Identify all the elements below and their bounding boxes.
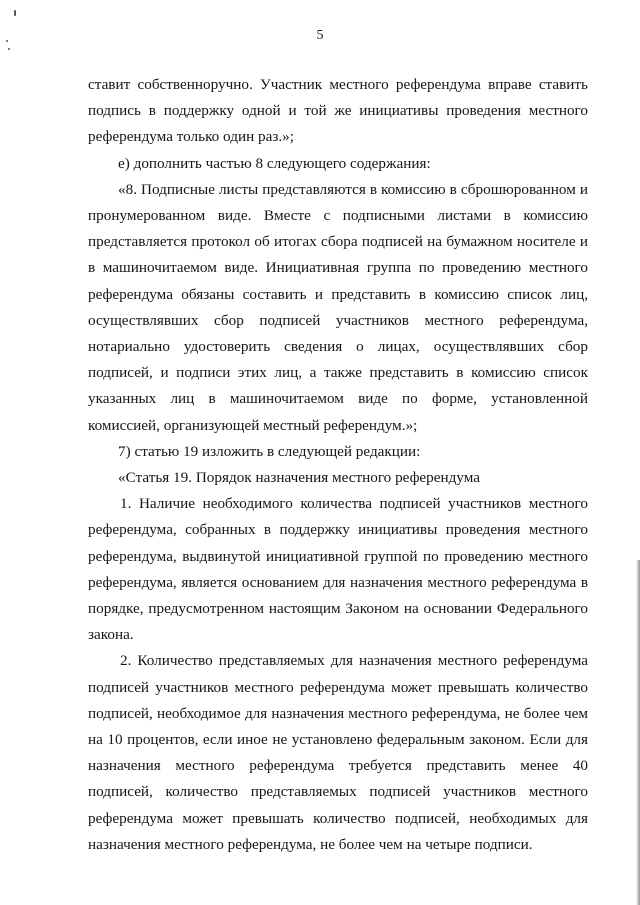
scan-mark-top-left <box>14 10 16 16</box>
scan-edge-shadow <box>636 560 640 905</box>
document-body <box>88 72 588 858</box>
paragraph-part-8: «8. Подписные листы представляются в комиссию в сброшюрованном и пронумерованном виде. Вместе с подписными листами в комиссию представляется протокол об итогах сбора подписей на бумажном носителе и в машиночитаемом виде. Инициативная группа по проведению местного референдума обязаны составить и представить в комиссию список лиц, осуществлявших сбор подписей участников местного референдума, нотариально удостоверить сведения о лицах, осуществлявших сбор подписей, и подписи этих лиц, а также представить в комиссию список указанных лиц в машиночитаемом виде по форме, установленной комиссией, организующей местный референдум.»; <box>88 180 588 434</box>
article-heading: «Статья 19. Порядок назначения местного референдума <box>118 469 481 487</box>
paragraph-article-19-part-2: 2. Количество представляемых для назначения местного референдума подписей участников местного референдума может превышать количество подписей, необходимое для назначения местного референдума, не более чем на 10 процентов, если иное не установлено федеральным законом. Если для назначения местного референдума требуется представить менее 40 подписей, количество представляемых подписей участников местного референдума может превышать количество подписей, необходимых для назначения местного референдума, не более чем на четыре подписи. <box>88 652 588 853</box>
paragraph-item-7: 7) статью 19 изложить в следующей редакции: <box>118 442 421 460</box>
paragraph-continuation: ставит собственноручно. Участник местного референдума вправе ставить подпись в поддержку одной и той же инициативы проведения местного референдума только один раз.»; <box>88 76 588 146</box>
page-number: 5 <box>316 28 324 43</box>
paragraph-item-e: е) дополнить частью 8 следующего содержания: <box>118 154 431 172</box>
paragraph-article-19-part-1: 1. Наличие необходимого количества подписей участников местного референдума, собранных в поддержку инициативы проведения местного референдума, выдвинутой инициативной группой по проведению местного референдума, является основанием для назначения местного референдума в порядке, предусмотренном настоящим Законом на основании Федерального закона. <box>88 495 588 644</box>
scan-mark-left-2 <box>8 48 10 50</box>
